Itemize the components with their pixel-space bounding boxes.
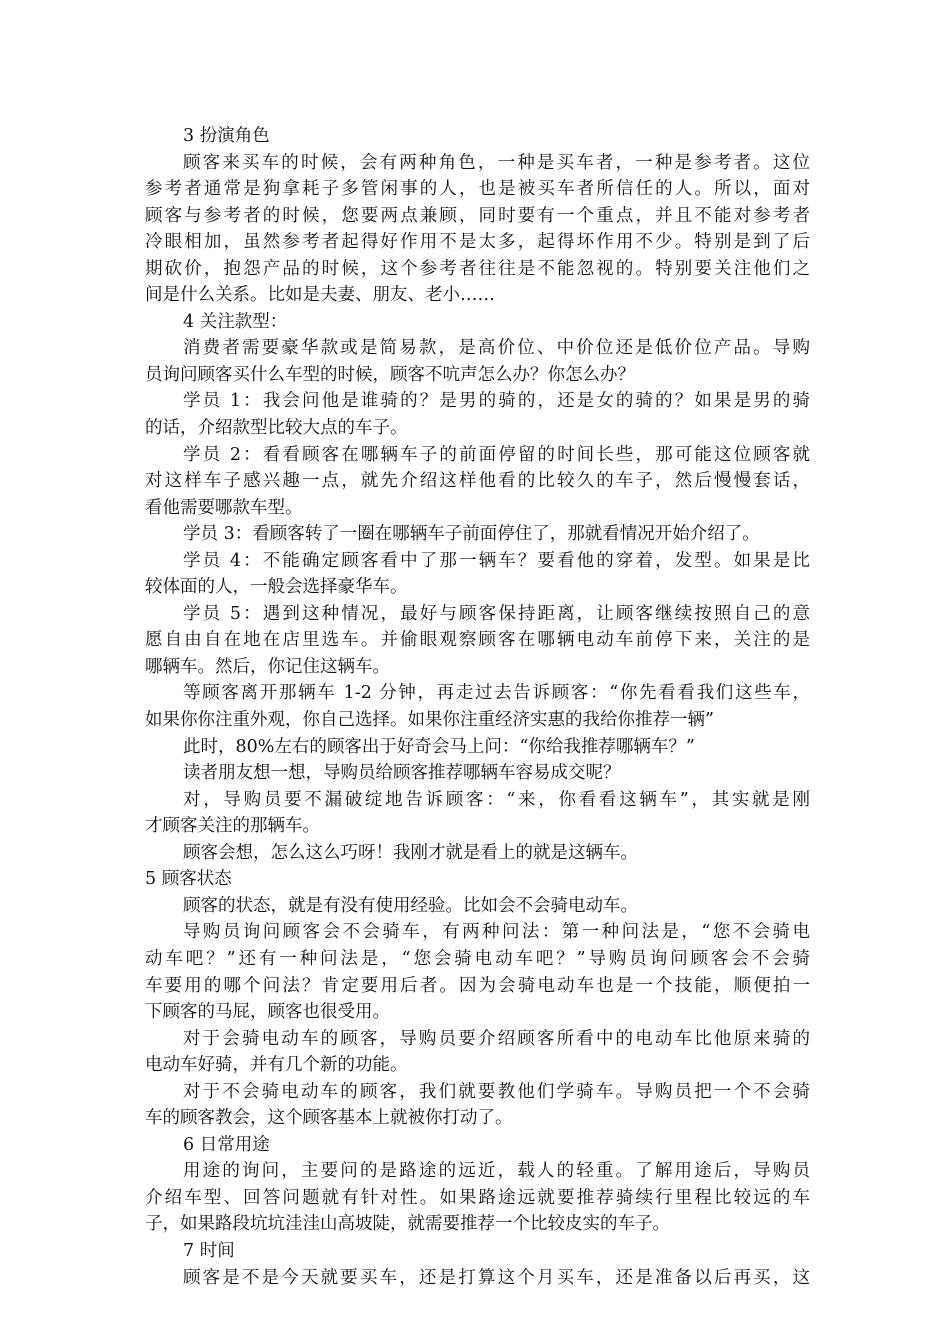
text-line: 6 日常用途 bbox=[183, 1134, 270, 1155]
text-line: 参考者通常是狗拿耗子多管闲事的人，也是被买车者所信任的人。所以，面对 bbox=[145, 179, 810, 200]
text-line: 的话，介绍款型比较大点的车子。 bbox=[145, 418, 408, 439]
text-line: 对，导购员要不漏破绽地告诉顾客：“来，你看看这辆车”，其实就是刚 bbox=[183, 789, 810, 810]
text-line: 哪辆车。然后，你记住这辆车。 bbox=[145, 656, 390, 677]
text-line: 学员 5：遇到这种情况，最好与顾客保持距离，让顾客继续按照自己的意 bbox=[183, 603, 810, 624]
text-line: 学员 2：看看顾客在哪辆车子的前面停留的时间长些，那可能这位顾客就 bbox=[183, 444, 810, 465]
text-line: 期砍价，抱怨产品的时候，这个参考者往往是不能忽视的。特别要关注他们之 bbox=[145, 258, 810, 279]
text-line: 车的顾客教会，这个顾客基本上就被你打动了。 bbox=[145, 1108, 513, 1129]
text-line: 等顾客离开那辆车 1-2 分钟，再走过去告诉顾客：“你先看看我们这些车， bbox=[183, 683, 810, 704]
text-line: 冷眼相加，虽然参考者起得好作用不是太多，起得坏作用不少。特别是到了后 bbox=[145, 232, 810, 253]
text-line: 7 时间 bbox=[183, 1240, 235, 1261]
text-line: 顾客的状态，就是有没有使用经验。比如会不会骑电动车。 bbox=[183, 895, 638, 916]
text-line: 3 扮演角色 bbox=[183, 126, 270, 146]
text-line: 间是什么关系。比如是夫妻、朋友、老小…… bbox=[145, 285, 495, 306]
text-line: 用途的询问，主要问的是路途的远近，载人的轻重。了解用途后，导购员 bbox=[183, 1161, 810, 1182]
text-line: 下顾客的马屁，顾客也很受用。 bbox=[145, 1002, 390, 1023]
text-line: 对这样车子感兴趣一点，就先介绍这样他看的比较久的车子，然后慢慢套话， bbox=[145, 471, 810, 492]
text-line: 如果你你注重外观，你自己选择。如果你注重经济实惠的我给你推荐一辆” bbox=[145, 710, 714, 731]
text-line: 看他需要哪款车型。 bbox=[145, 497, 303, 518]
text-line: 学员 4：不能确定顾客看中了那一辆车？要看他的穿着，发型。如果是比 bbox=[183, 550, 810, 571]
text-line: 学员 3：看顾客转了一圈在哪辆车子前面停住了，那就看情况开始介绍了。 bbox=[183, 524, 760, 545]
text-line: 顾客会想，怎么这么巧呀！我刚才就是看上的就是这辆车。 bbox=[183, 842, 638, 863]
text-line: 才顾客关注的那辆车。 bbox=[145, 816, 320, 837]
text-line: 动车吧？”还有一种问法是，“您会骑电动车吧？”导购员询问顾客会不会骑 bbox=[145, 948, 810, 969]
document-body bbox=[145, 123, 810, 1291]
text-line: 对于会骑电动车的顾客，导购员要介绍顾客所看中的电动车比他原来骑的 bbox=[183, 1028, 810, 1049]
text-line: 4 关注款型： bbox=[183, 311, 288, 332]
text-line: 较体面的人，一般会选择豪华车。 bbox=[145, 577, 408, 598]
text-line: 此时，80%左右的顾客出于好奇会马上问：“你给我推荐哪辆车？” bbox=[183, 736, 695, 757]
text-line: 消费者需要豪华款或是简易款，是高价位、中价位还是低价位产品。导购 bbox=[183, 338, 810, 359]
text-line: 顾客是不是今天就要买车，还是打算这个月买车，还是准备以后再买，这 bbox=[183, 1267, 810, 1288]
text-line: 导购员询问顾客会不会骑车，有两种问法：第一种问法是，“您不会骑电 bbox=[183, 922, 810, 943]
text-line: 对于不会骑电动车的顾客，我们就要教他们学骑车。导购员把一个不会骑 bbox=[183, 1081, 810, 1102]
text-line: 员询问顾客买什么车型的时候，顾客不吭声怎么办？你怎么办？ bbox=[145, 364, 635, 385]
text-line: 顾客来买车的时候，会有两种角色，一种是买车者，一种是参考者。这位 bbox=[183, 152, 810, 173]
text-line: 子，如果路段坑坑洼洼山高坡陡，就需要推荐一个比较皮实的车子。 bbox=[145, 1214, 670, 1235]
text-line: 学员 1：我会问他是谁骑的？是男的骑的，还是女的骑的？如果是男的骑 bbox=[183, 391, 810, 412]
text-line: 车要用的哪个问法？肯定要用后者。因为会骑电动车也是一个技能，顺便拍一 bbox=[145, 975, 810, 996]
text-line: 电动车好骑，并有几个新的功能。 bbox=[145, 1055, 408, 1076]
text-line: 顾客与参考者的时候，您要两点兼顾，同时要有一个重点，并且不能对参考者 bbox=[145, 205, 810, 226]
text-line: 愿自由自在地在店里选车。并偷眼观察顾客在哪辆电动车前停下来，关注的是 bbox=[145, 630, 810, 651]
text-line: 读者朋友想一想，导购员给顾客推荐哪辆车容易成交呢？ bbox=[183, 763, 621, 784]
text-line: 介绍车型、回答问题就有针对性。如果路途远就要推荐骑续行里程比较远的车 bbox=[145, 1187, 810, 1208]
text-line: 5 顾客状态 bbox=[145, 869, 232, 890]
